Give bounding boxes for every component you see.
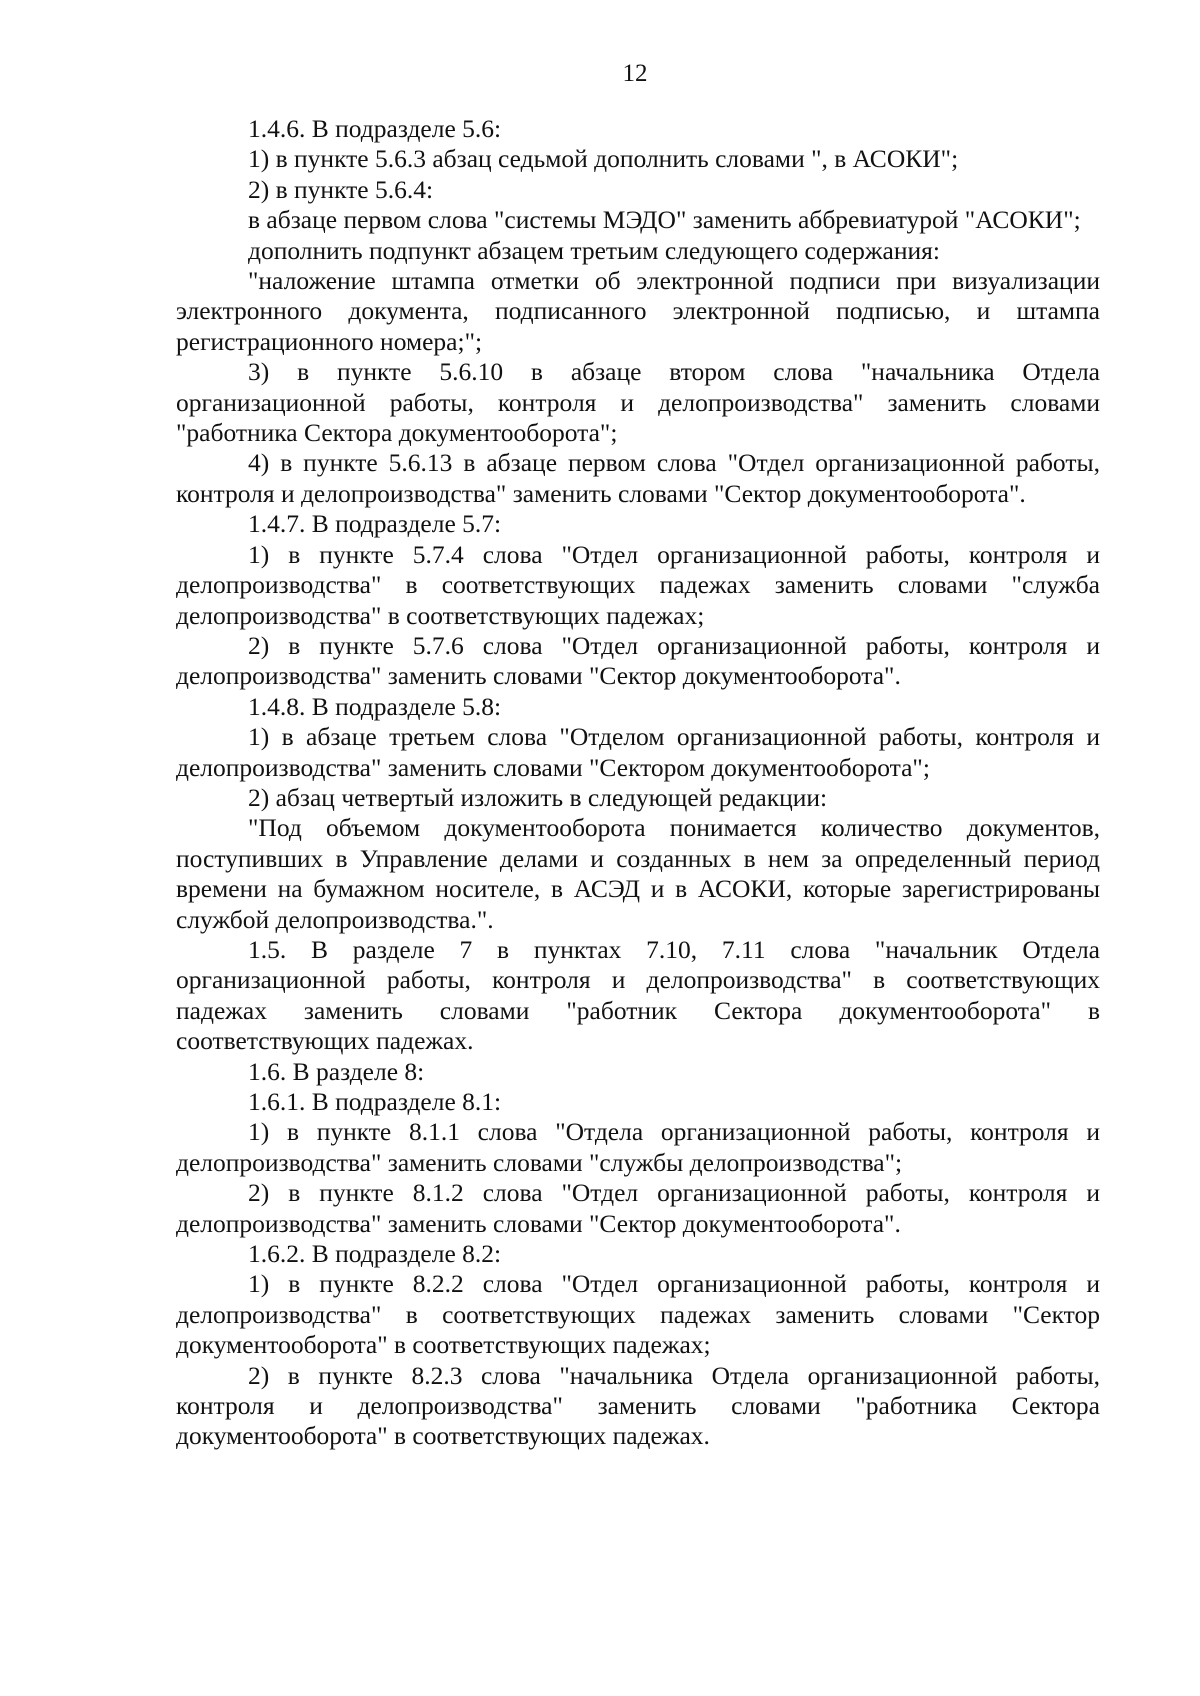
paragraph: 2) в пункте 5.6.4: [248,174,434,204]
paragraph: 2) абзац четвертый изложить в следующей редакции: [248,782,828,812]
paragraph: дополнить подпункт абзацем третьим следующего содержания: [248,235,940,265]
paragraph: 2) в пункте 8.2.3 слова "начальника Отдела организационной работы, контроля и делопроизводства" заменить словами "работника Сектора документооборота" в соответствующих падежах. [176,1360,1100,1451]
paragraph: "наложение штампа отметки об электронной подписи при визуализации электронного документа, подписанного электронной подписью, и штампа регистрационного номера;"; [176,266,1100,356]
page-number: 12 [622,60,648,87]
paragraph: в абзаце первом слова "системы МЭДО" заменить аббревиатурой "АСОКИ"; [248,205,1081,235]
paragraph: 3) в пункте 5.6.10 в абзаце втором слова "начальника Отдела организационной работы, контроля и делопроизводства" заменить словами "работника Сектора документооборота"; [176,357,1100,448]
paragraph: 1.5. В разделе 7 в пунктах 7.10, 7.11 слова "начальник Отдела организационной работы, контроля и делопроизводства" в соответствующих падежах заменить словами "работник Сектора документооборота" в соответствующих падежах. [176,934,1100,1056]
paragraph: 1) в пункте 5.6.3 абзац седьмой дополнить словами ", в АСОКИ"; [248,144,959,174]
paragraph: 1.4.8. В подразделе 5.8: [248,691,502,721]
paragraph: 1.4.6. В подразделе 5.6: [248,114,502,143]
paragraph: 1) в пункте 8.1.1 слова "Отдела организационной работы, контроля и делопроизводства" заменить словами "службы делопроизводства"; [176,1117,1100,1177]
paragraph: 1) в пункте 5.7.4 слова "Отдел организационной работы, контроля и делопроизводства" в соответствующих падежах заменить словами "служба делопроизводства" в соответствующих падежах; [176,539,1100,630]
paragraph: 1) в пункте 8.2.2 слова "Отдел организационной работы, контроля и делопроизводства" в соответствующих падежах заменить словами "Сектор документооборота" в соответствующих падежах; [176,1269,1100,1360]
document-body [176,114,1100,1452]
paragraph: 4) в пункте 5.6.13 в абзаце первом слова "Отдел организационной работы, контроля и делопроизводства" заменить словами "Сектор документооборота". [176,448,1100,508]
paragraph: 1.6. В разделе 8: [248,1056,425,1086]
paragraph: 2) в пункте 5.7.6 слова "Отдел организационной работы, контроля и делопроизводства" заменить словами "Сектор документооборота". [176,630,1100,691]
paragraph: 1.4.7. В подразделе 5.7: [248,509,502,539]
paragraph: 1) в абзаце третьем слова "Отделом организационной работы, контроля и делопроизводства" заменить словами "Сектором документооборота"; [176,722,1100,782]
paragraph: 1.6.1. В подразделе 8.1: [248,1087,502,1116]
paragraph: 1.6.2. В подразделе 8.2: [248,1239,502,1269]
paragraph: 2) в пункте 8.1.2 слова "Отдел организационной работы, контроля и делопроизводства" заменить словами "Сектор документооборота". [176,1178,1100,1238]
paragraph: "Под объемом документооборота понимается количество документов, поступивших в Управление делами и созданных в нем за определенный период времени на бумажном носителе, в АСЭД и в АСОКИ, которые зарегистрированы службой делопроизводства.". [176,813,1100,934]
